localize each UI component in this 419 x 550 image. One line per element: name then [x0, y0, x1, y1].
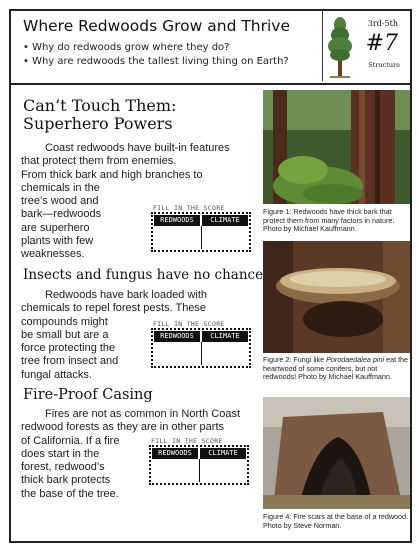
score-col-climate: CLIMATE: [202, 331, 248, 342]
worksheet-header: [11, 11, 410, 85]
score-entry-area[interactable]: [151, 212, 251, 252]
score-col-climate: CLIMATE: [202, 215, 248, 226]
section-title: Can’t Touch Them: Superhero Powers: [23, 96, 177, 134]
figure-2-caption: Figure 2: Fungi like Porodaedalea pini eat the heartwood of some conifers, but not redwoods! Photo by Michael Kauffmann.: [263, 355, 409, 382]
guiding-question: • Why do redwoods grow where they do?: [23, 42, 230, 53]
figure-4-caption: Figure 4: Fire scars at the base of a redwood. Photo by Steve Norman.: [263, 512, 409, 530]
score-col-redwoods: REDWOODS: [154, 215, 200, 226]
section-body: Coast redwoods have built-in features that protect them from enemies. From thick bark and high branches to chemicals in the tree’s wood and bark—redwoods are superhero plants with few weaknesses.: [21, 142, 230, 261]
score-col-redwoods: REDWOODS: [154, 331, 200, 342]
page-title: Where Redwoods Grow and Thrive: [23, 17, 291, 35]
lesson-subject: Structure: [368, 61, 400, 69]
score-box: FILL IN THE SCORE REDWOODS CLIMATE: [151, 320, 253, 370]
score-entry-area[interactable]: [151, 328, 251, 368]
score-box: FILL IN THE SCORE REDWOODS CLIMATE: [149, 437, 251, 487]
score-entry-area[interactable]: [149, 445, 249, 485]
redwood-tree-icon: [325, 13, 355, 79]
section-body: Redwoods have bark loaded with chemicals to repel forest pests. These compounds might be small but are a force protecting the tree from insect and fungal attacks.: [21, 289, 208, 381]
figure-1-caption: Figure 1: Redwoods have thick bark that protect them from many factors in nature. Photo by Michael Kauffmann.: [263, 207, 395, 234]
lesson-badge: [322, 11, 408, 81]
section-title: Fire-Proof Casing: [23, 387, 153, 403]
score-col-redwoods: REDWOODS: [152, 448, 198, 459]
figure-1-photo: [263, 90, 410, 204]
lesson-number: #7: [365, 31, 398, 56]
worksheet-page: [9, 9, 412, 543]
score-col-climate: CLIMATE: [200, 448, 246, 459]
grade-range: 3rd-5th: [367, 19, 398, 28]
score-box: FILL IN THE SCORE REDWOODS CLIMATE: [151, 204, 253, 254]
section-body: Fires are not as common in North Coast redwood forests as they are in other parts of California. If a fire does start in the forest, redwood’s thick bark protects the base of the tree.: [21, 408, 241, 500]
section-title: Insects and fungus have no chance: [23, 267, 264, 283]
figure-2-photo: [263, 241, 410, 353]
figure-4-photo: [263, 397, 410, 509]
guiding-question: • Why are redwoods the tallest living thing on Earth?: [23, 56, 289, 67]
